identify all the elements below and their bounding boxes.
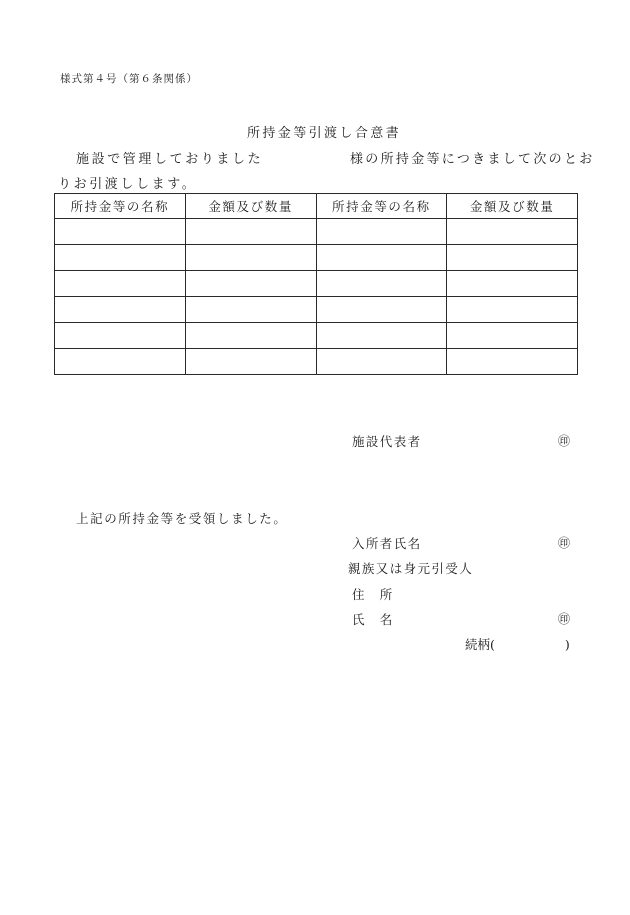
table-cell[interactable] [55,297,186,323]
form-number: 様式第４号（第６条関係） [60,73,198,85]
table-cell[interactable] [316,323,447,349]
table-cell[interactable] [185,349,316,375]
table-cell[interactable] [55,245,186,271]
table-row [55,349,578,375]
table-cell[interactable] [447,349,578,375]
table-cell[interactable] [185,297,316,323]
header-amount-2: 金額及び数量 [447,194,578,219]
table-row [55,271,578,297]
body-text-line1-start: 施設で管理しておりました [76,152,264,167]
table-cell[interactable] [55,219,186,245]
table-cell[interactable] [185,219,316,245]
header-amount-1: 金額及び数量 [185,194,316,219]
table-cell[interactable] [316,297,447,323]
table-cell[interactable] [55,349,186,375]
body-text-line2: りお引渡しします。 [58,177,198,192]
relationship-field [465,635,570,653]
relative-guarantor-label: 親族又は身元引受人 [348,561,474,576]
body-text-line1-end: 様の所持金等につきまして次のとお [350,152,595,167]
table-row [55,219,578,245]
table-cell[interactable] [447,297,578,323]
resident-name-label: 入所者氏名 [352,536,422,551]
relationship-label: 続柄( [465,637,495,652]
table-cell[interactable] [55,323,186,349]
table-cell[interactable] [316,271,447,297]
seal-mark-guarantor: ㊞ [558,612,571,626]
table-cell[interactable] [185,245,316,271]
table-cell[interactable] [316,219,447,245]
table-cell[interactable] [447,323,578,349]
table-row [55,245,578,271]
table-cell[interactable] [55,271,186,297]
table-header-row [55,194,578,219]
name-label: 氏 名 [352,612,394,627]
header-item-name-1: 所持金等の名称 [55,194,186,219]
address-label: 住 所 [352,587,394,602]
belongings-table [54,193,578,375]
seal-mark-resident: ㊞ [558,536,571,550]
seal-mark-representative: ㊞ [558,434,571,448]
document-title: 所持金等引渡し合意書 [247,126,402,141]
received-statement: 上記の所持金等を受領しました。 [76,511,288,526]
table-row [55,297,578,323]
header-item-name-2: 所持金等の名称 [316,194,447,219]
relationship-close: ) [564,637,570,652]
table-cell[interactable] [447,271,578,297]
table-cell[interactable] [447,245,578,271]
table-cell[interactable] [185,271,316,297]
table-cell[interactable] [316,349,447,375]
table-row [55,323,578,349]
table-cell[interactable] [185,323,316,349]
table-cell[interactable] [316,245,447,271]
facility-representative-label: 施設代表者 [352,434,422,449]
table-cell[interactable] [447,219,578,245]
